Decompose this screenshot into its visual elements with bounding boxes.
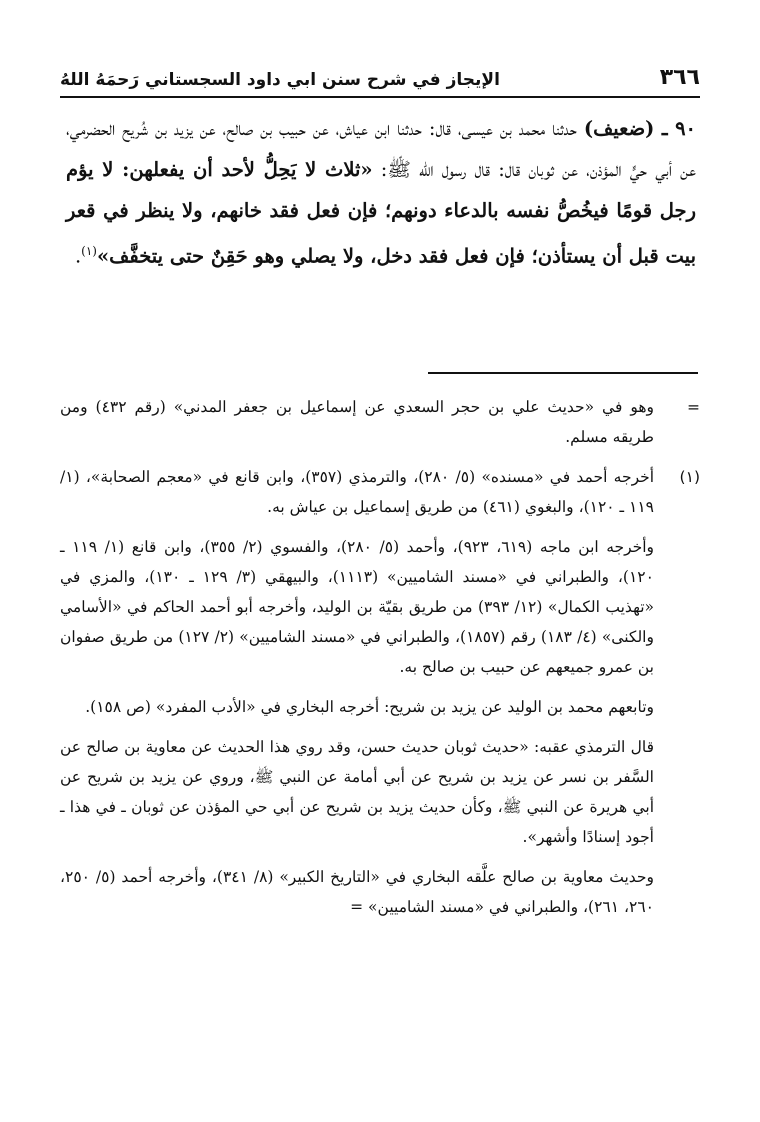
footnote-paragraph: وتابعهم محمد بن الوليد عن يزيد بن شريح: أخرجه البخاري في «الأدب المفرد» (ص ١٥٨). [85, 698, 654, 716]
footnote-paragraph: قال الترمذي عقبه: «حديث ثوبان حديث حسن، وقد روي هذا الحديث عن معاوية بن صالح عن السَّفر بن نسر عن يزيد بن شريح عن أبي أمامة عن النبي ﷺ، وروي عن يزيد بن شريح عن أبي هريرة عن النبي ﷺ، وكأن حديث يزيد بن شريح عن أبي حي المؤذن عن ثوبان ـ في هذا ـ أجود إسنادًا وأشهر». [60, 738, 654, 846]
hadith-end: . [74, 244, 82, 268]
footnote-paragraph: أخرجه أحمد في «مسنده» (٥/ ٢٨٠)، والترمذي (٣٥٧)، وابن قانع في «معجم الصحابة»، (١/ ١١٩ ـ ١٢٠)، والبغوي (٤٦١) من طريق إسماعيل بن عياش به. [60, 468, 655, 516]
footnote-1-body [60, 462, 654, 932]
footnote-separator [428, 372, 698, 374]
page-number: ٣٦٦ [659, 65, 700, 90]
hadith-text [66, 108, 696, 277]
hadith-number-grade: ٩٠ ـ (ضعيف) [583, 117, 697, 140]
running-header [60, 50, 700, 98]
footnote-continuation [60, 392, 700, 452]
footnote-paragraph: وحديث معاوية بن صالح علَّقه البخاري في «التاريخ الكبير» (٨/ ٣٤١)، وأخرجه أحمد (٥/ ٢٥٠، ٢٦٠، ٢٦١)، والطبراني في «مسند الشاميين» = [60, 868, 654, 916]
hadith-paragraph [66, 108, 696, 277]
footnote-paragraph: وأخرجه ابن ماجه (٦١٩، ٩٢٣)، وأحمد (٥/ ٢٨٠)، والفسوي (٢/ ٣٥٥)، وابن قانع (١/ ١١٩ ـ ١٢٠)، والطبراني في «مسند الشاميين» (١١١٣)، والبيهقي (٣/ ١٢٩ ـ ١٣٠)، والمزي في «تهذيب الكمال» (١٢/ ٣٩٣) من طريق بقيّة بن الوليد، وأخرجه أبو أحمد الحاكم في «الأسامي والكنى» (٤/ ١٨٣) رقم (١٨٥٧)، والطبراني في «مسند الشاميين» (٢/ ١٢٧) من طريق صفوان بن عمرو جميعهم عن حبيب بن صالح به. [60, 538, 655, 676]
footnotes [60, 392, 700, 942]
footnote-1 [60, 462, 700, 932]
continuation-mark: = [687, 398, 700, 416]
hadith-isnad: حدثنا محمد بن عيسى، قال: حدثنا ابن عياش، عن حبيب بن صالح، عن يزيد بن شُريح الحضرمي، عن أبي حيٍّ المؤذن، عن ثوبان قال: قال رسول الله ﷺ: [66, 117, 697, 181]
hadith-matn: «ثلاث لا يَحِلُّ لأحد أن يفعلهن: لا يؤم رجل قومًا فيخُصُّ نفسه بالدعاء دونهم؛ فإن فعل فقد خانهم، ولا ينظر في قعر بيت قبل أن يستأذن؛ فإن فعل فقد دخل، ولا يصلي وهو حَقِنٌ حتى يتخفَّف» [66, 158, 696, 268]
footnote-ref: (١) [81, 244, 97, 258]
running-title: الإيجاز في شرح سنن ابي داود السجستاني رَحمَهُ اللهُ [60, 70, 500, 90]
footnote-1-mark: (١) [679, 468, 700, 486]
continuation-text: وهو في «حديث علي بن حجر السعدي عن إسماعيل بن جعفر المدني» (رقم ٤٣٢) ومن طريقه مسلم. [60, 398, 654, 446]
